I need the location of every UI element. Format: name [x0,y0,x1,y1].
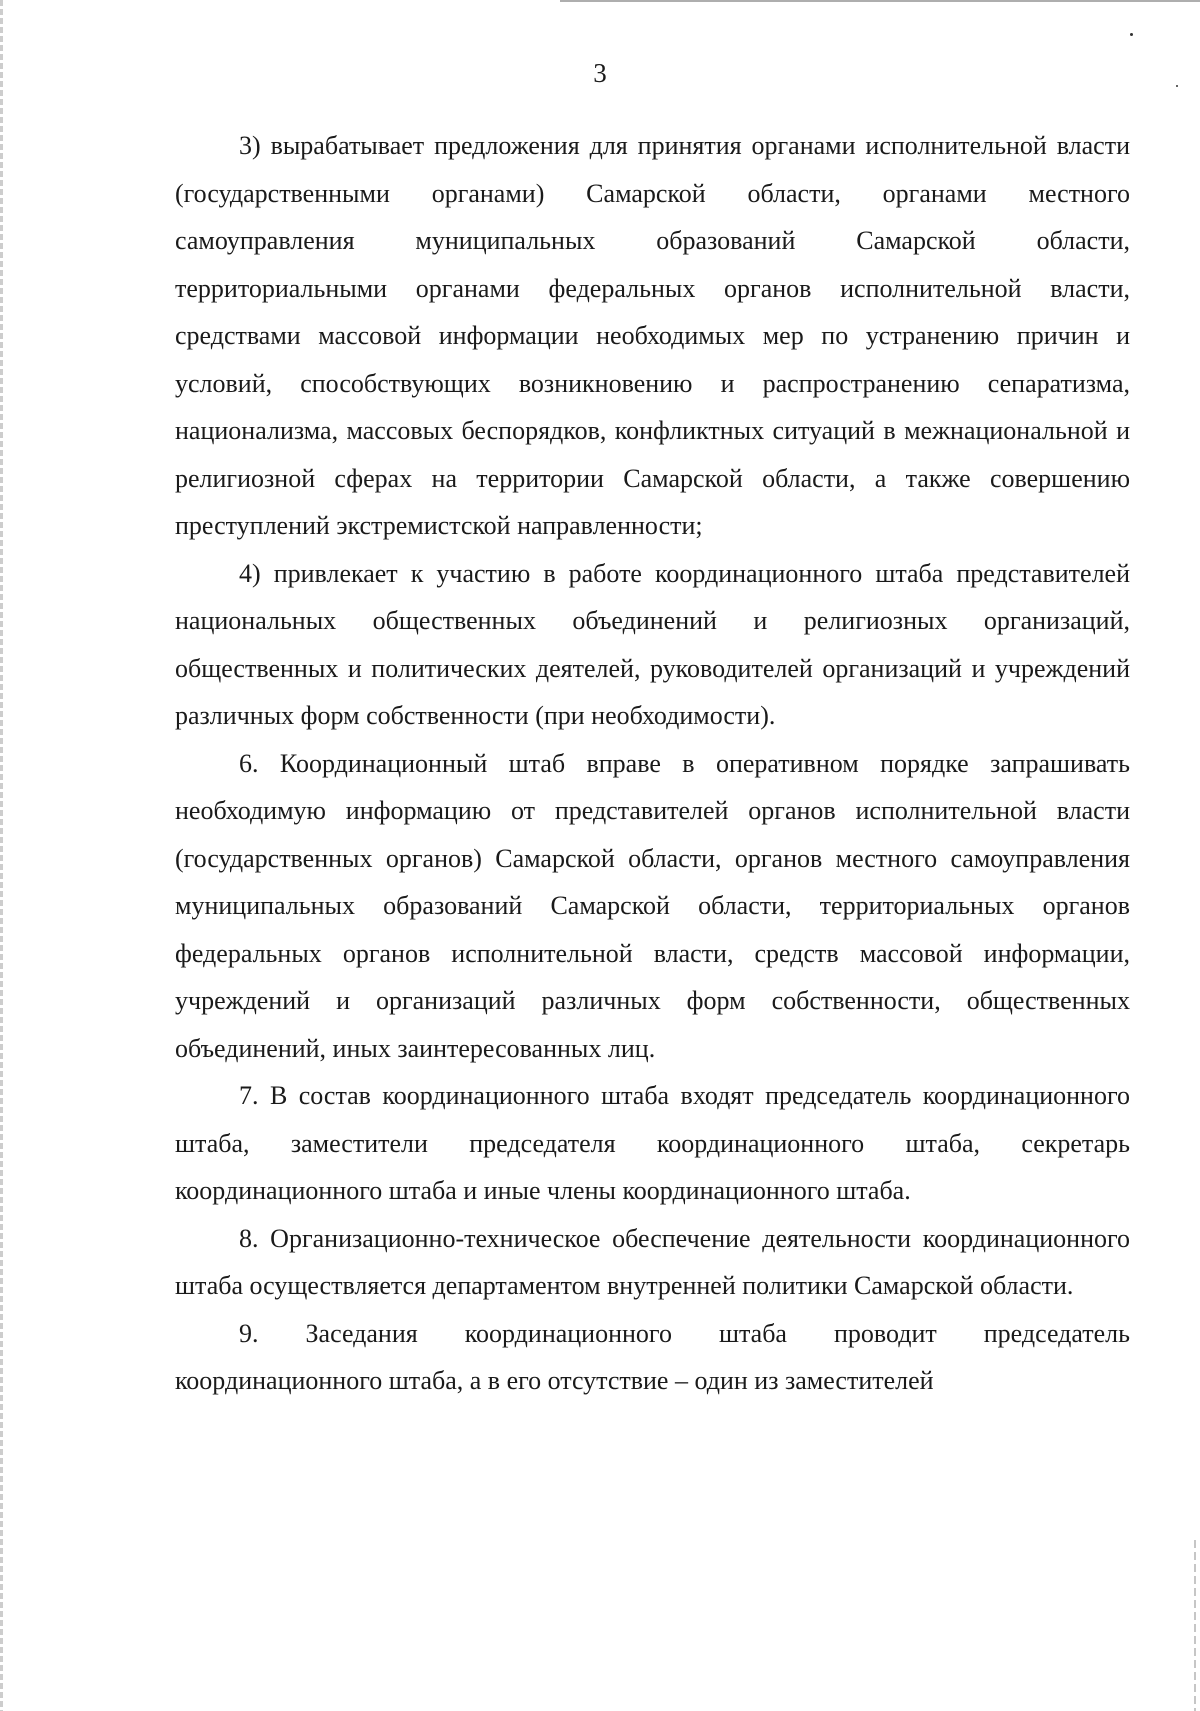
page-number: 3 [593,58,607,88]
paragraph-clause-9: 9. Заседания координационного штаба проводит председатель координационного штаба, а в его отсутствие – один из заместителей [175,1318,1130,1395]
paragraph-item-4: 4) привлекает к участию в работе координационного штаба представителей национальных общественных объединений и религиозных организаций, общественных и политических деятелей, руководителей организаций и учреждений различных форм собственности (при необходимости). [175,558,1130,730]
paragraph-item-3: 3) вырабатывает предложения для принятия органами исполнительной власти (государственными органами) Самарской области, органами местного самоуправления муниципальных образований Самарской области, территориальными органами федеральных органов исполнительной власти, средствами массовой информации необходимых мер по устранению причин и условий, способствующих возникновению и распространению сепаратизма, национализма, массовых беспорядков, конфликтных ситуаций в межнациональной и религиозной сферах на территории Самарской области, а также совершению преступлений экстремистской направленности; [175,131,1130,540]
paragraph-clause-7: 7. В состав координационного штаба входят председатель координационного штаба, заместители председателя координационного штаба, секретарь координационного штаба и иные члены координационного штаба. [175,1081,1130,1205]
scan-edge-top [560,0,1200,2]
paragraph-clause-6: 6. Координационный штаб вправе в оперативном порядке запрашивать необходимую информацию от представителей органов исполнительной власти (государственных органов) Самарской области, органов местного самоуправления муниципальных образований Самарской области, территориальных органов федеральных органов исполнительной власти, средств массовой информации, учреждений и организаций различных форм собственности, общественных объединений, иных заинтересованных лиц. [175,748,1130,1063]
scan-edge-left [0,0,3,1711]
scan-edge-right [1194,1540,1196,1711]
document-body [175,122,1130,1405]
paragraph-clause-8: 8. Организационно-техническое обеспечение деятельности координационного штаба осуществляется департаментом внутренней политики Самарской области. [175,1223,1130,1300]
scan-speck [1130,33,1133,36]
